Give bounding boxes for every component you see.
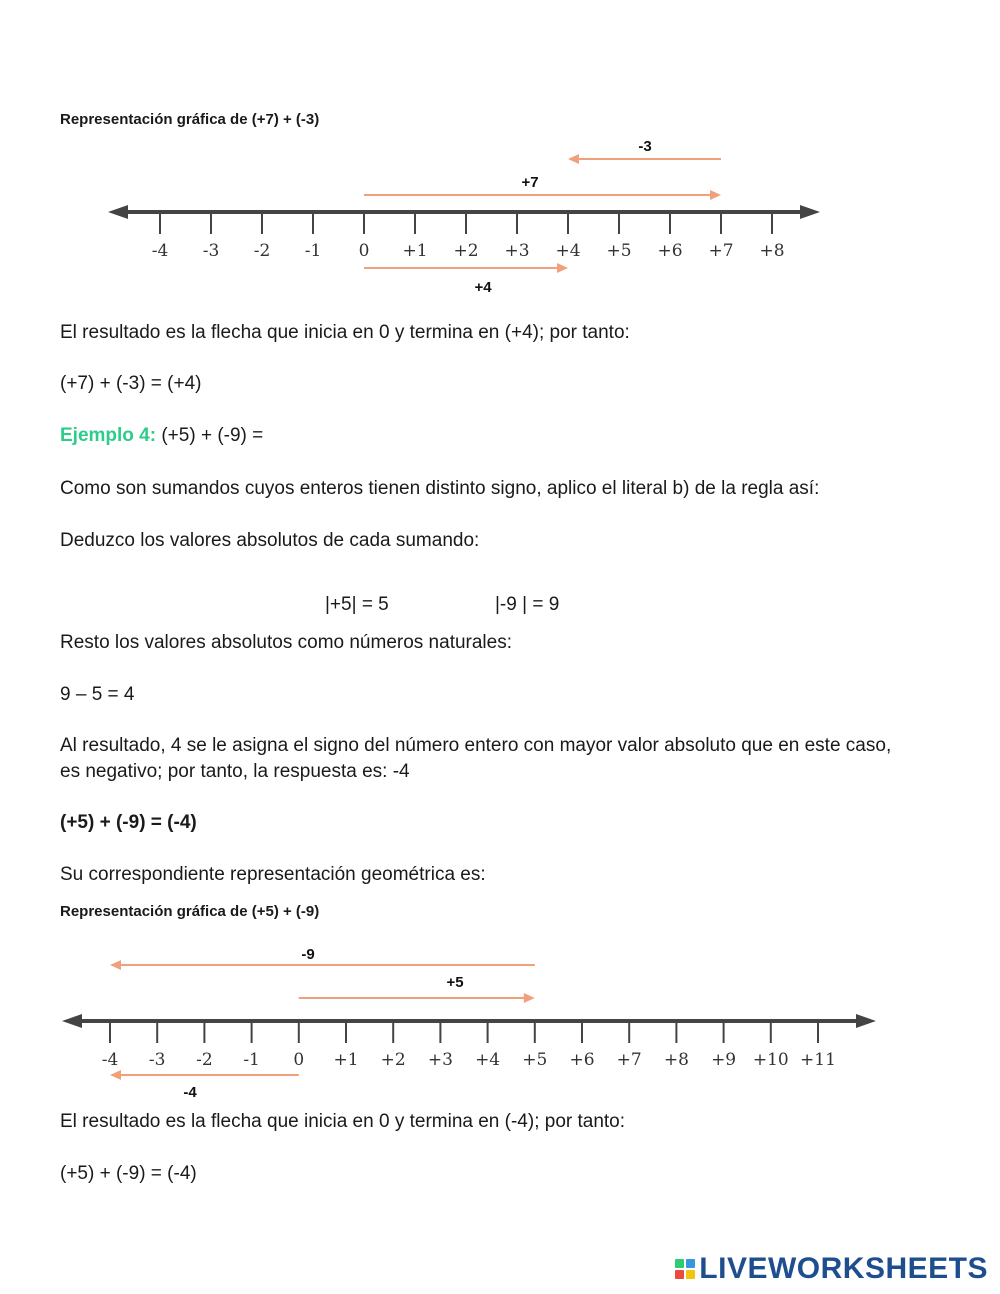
axis-left-arrowhead bbox=[108, 205, 128, 219]
equation-2: (+5) + (-9) = (-4) bbox=[60, 1163, 197, 1184]
rule-text: Como son sumandos cuyos enteros tienen distinto signo, aplico el literal b) de la regla así: bbox=[60, 478, 820, 499]
tick-label: +2 bbox=[380, 1050, 406, 1070]
vector-label: +4 bbox=[474, 279, 492, 296]
tick-label: +3 bbox=[427, 1050, 453, 1070]
number-line-2 bbox=[0, 925, 1000, 1105]
absolute-value-2: |-9 | = 9 bbox=[495, 594, 560, 615]
deduce-text: Deduzco los valores absolutos de cada sumando: bbox=[60, 530, 480, 551]
graph-caption-1: Representación gráfica de (+7) + (-3) bbox=[60, 111, 320, 128]
bold-equation: (+5) + (-9) = (-4) bbox=[60, 812, 197, 833]
tick-label: +4 bbox=[555, 241, 581, 261]
vector-arrowhead bbox=[110, 960, 121, 970]
tick-label: +6 bbox=[569, 1050, 595, 1070]
equation-1: (+7) + (-3) = (+4) bbox=[60, 373, 202, 394]
axis-right-arrowhead bbox=[800, 205, 820, 219]
tick-label: +6 bbox=[657, 241, 683, 261]
tick-label: -2 bbox=[196, 1050, 213, 1070]
tick-label: +1 bbox=[402, 241, 428, 261]
example-label: Ejemplo 4: bbox=[60, 425, 157, 446]
graph-caption-2: Representación gráfica de (+5) + (-9) bbox=[60, 903, 320, 920]
tick-label: +8 bbox=[759, 241, 785, 261]
tick-label: +3 bbox=[504, 241, 530, 261]
tick-label: +8 bbox=[663, 1050, 689, 1070]
tick-label: 0 bbox=[293, 1050, 305, 1070]
tick-label: -1 bbox=[243, 1050, 260, 1070]
tick-label: +11 bbox=[800, 1050, 836, 1070]
assign-text-line1: Al resultado, 4 se le asigna el signo del número entero con mayor valor absoluto que en este caso, bbox=[60, 735, 892, 756]
tick-label: +5 bbox=[522, 1050, 548, 1070]
subtract-text: Resto los valores absolutos como números naturales: bbox=[60, 632, 513, 653]
result-text-2: El resultado es la flecha que inicia en 0 y termina en (-4); por tanto: bbox=[60, 1111, 626, 1132]
vector-label: +5 bbox=[446, 974, 464, 991]
logo-square-icon bbox=[686, 1270, 695, 1279]
example-expression: (+5) + (-9) = bbox=[156, 425, 264, 446]
axis-left-arrowhead bbox=[62, 1014, 82, 1028]
tick-label: +7 bbox=[616, 1050, 642, 1070]
tick-label: -3 bbox=[148, 1050, 166, 1070]
tick-label: +2 bbox=[453, 241, 479, 261]
tick-label: +1 bbox=[333, 1050, 359, 1070]
logo-mark-icon bbox=[675, 1259, 695, 1279]
logo-square-icon bbox=[675, 1270, 684, 1279]
tick-label: -3 bbox=[202, 241, 220, 261]
tick-label: -4 bbox=[101, 1050, 119, 1070]
vector-arrowhead bbox=[524, 993, 535, 1003]
calculation: 9 – 5 = 4 bbox=[60, 684, 135, 705]
tick-label: +5 bbox=[606, 241, 632, 261]
tick-label: +10 bbox=[752, 1050, 789, 1070]
axis-right-arrowhead bbox=[856, 1014, 876, 1028]
vector-label: -9 bbox=[301, 946, 315, 963]
logo-square-icon bbox=[686, 1259, 695, 1268]
logo-text: LIVEWORKSHEETS bbox=[699, 1252, 988, 1285]
result-text-1: El resultado es la flecha que inicia en 0 y termina en (+4); por tanto: bbox=[60, 322, 630, 343]
vector-arrowhead bbox=[110, 1070, 121, 1080]
vector-arrowhead bbox=[568, 154, 579, 164]
vector-arrowhead bbox=[557, 263, 568, 273]
vector-arrowhead bbox=[710, 190, 721, 200]
tick-label: +7 bbox=[708, 241, 734, 261]
tick-label: +9 bbox=[711, 1050, 737, 1070]
example-line bbox=[60, 425, 263, 447]
geometric-text: Su correspondiente representación geométrica es: bbox=[60, 864, 486, 885]
vector-label: -3 bbox=[638, 138, 652, 155]
tick-label: -1 bbox=[304, 241, 322, 261]
logo-square-icon bbox=[675, 1259, 684, 1268]
tick-label: 0 bbox=[358, 241, 370, 261]
liveworksheets-logo bbox=[675, 1252, 988, 1286]
vector-label: +7 bbox=[521, 174, 539, 191]
vector-label: -4 bbox=[183, 1084, 197, 1101]
tick-label: -4 bbox=[151, 241, 169, 261]
tick-label: +4 bbox=[475, 1050, 501, 1070]
number-line-1 bbox=[0, 130, 1000, 300]
tick-label: -2 bbox=[253, 241, 271, 261]
absolute-value-1: |+5| = 5 bbox=[325, 594, 389, 615]
assign-text-line2: es negativo; por tanto, la respuesta es: -4 bbox=[60, 761, 410, 782]
